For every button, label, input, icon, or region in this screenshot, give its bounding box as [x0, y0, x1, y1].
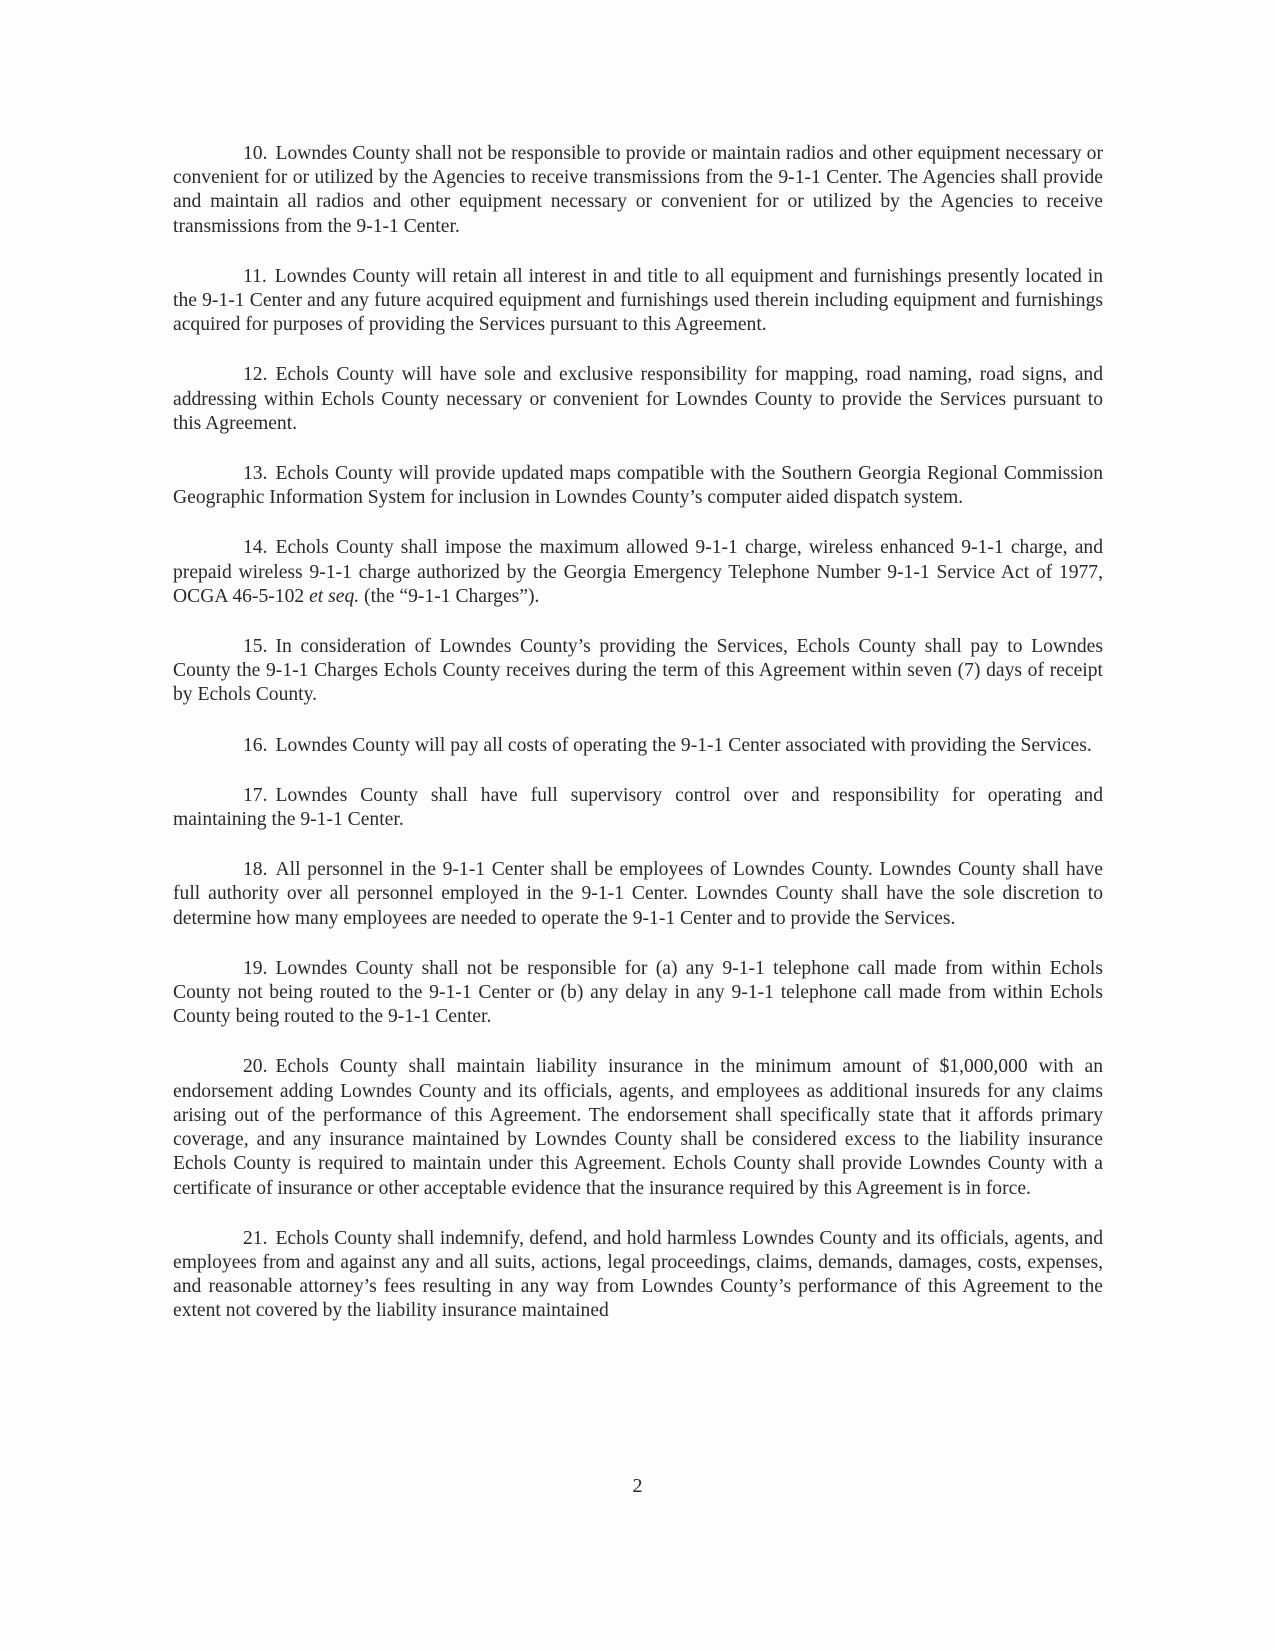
paragraph-14 [173, 536, 1103, 609]
paragraph-19 [173, 957, 1103, 1030]
paragraph-text: Echols County shall maintain liability insurance in the minimum amount of $1,000,000 with an endorsement adding Lowndes County and its officials, agents, and employees as additional insureds for any claims arising out of the performance of this Agreement. The endorsement shall specifically state that it affords primary coverage, and any insurance maintained by Lowndes County shall be considered excess to the liability insurance Echols County is required to maintain under this Agreement. Echols County shall provide Lowndes County with a certificate of insurance or other acceptable evidence that the insurance required by this Agreement is in force. [173, 1056, 1103, 1199]
paragraph-12 [173, 363, 1103, 436]
paragraph-text: Echols County shall indemnify, defend, and hold harmless Lowndes County and its officials, agents, and employees from and against any and all suits, actions, legal proceedings, claims, demands, damages, costs, expenses, and reasonable attorney’s fees resulting in any way from Lowndes County’s performance of this Agreement to the extent not covered by the liability insurance maintained [173, 1227, 1103, 1322]
paragraph-text: Echols County will have sole and exclusive responsibility for mapping, road naming, road signs, and addressing within Echols County necessary or convenient for Lowndes County to provide the Services pursuant to this Agreement. [173, 364, 1103, 434]
paragraph-text-before: Echols County shall impose the maximum allowed 9-1-1 charge, wireless enhanced 9-1-1 charge, and prepaid wireless 9-1-1 charge authorized by the Georgia Emergency Telephone Number 9-1-1 Service Act of 1977, OCGA 46-5-102 [173, 537, 1103, 607]
paragraph-18 [173, 858, 1103, 931]
paragraph-number: 15. [243, 636, 268, 658]
paragraph-number: 21. [243, 1227, 268, 1249]
paragraph-text: Echols County will provide updated maps compatible with the Southern Georgia Regional Commission Geographic Information System for inclusion in Lowndes County’s computer aided dispatch system. [173, 463, 1103, 509]
page-number: 2 [632, 1475, 643, 1497]
paragraph-number: 18. [243, 859, 268, 881]
paragraph-number: 20. [243, 1056, 268, 1078]
paragraph-text: Lowndes County shall have full supervisory control over and responsibility for operating and maintaining the 9-1-1 Center. [173, 784, 1103, 831]
paragraph-text-italic: et seq. [309, 585, 360, 607]
paragraph-number: 16. [243, 734, 268, 756]
paragraph-number: 19. [243, 957, 268, 979]
paragraph-15 [173, 635, 1103, 708]
paragraph-text: All personnel in the 9-1-1 Center shall be employees of Lowndes County. Lowndes County shall have full authority over all personnel employed in the 9-1-1 Center. Lowndes County shall have the sole discretion to determine how many employees are needed to operate the 9-1-1 Center and to provide the Services. [173, 859, 1103, 929]
paragraph-text: Lowndes County shall not be responsible for (a) any 9-1-1 telephone call made from within Echols County not being routed to the 9-1-1 Center or (b) any delay in any 9-1-1 telephone call made from within Echols County being routed to the 9-1-1 Center. [173, 957, 1103, 1028]
paragraph-text: Lowndes County shall not be responsible to provide or maintain radios and other equipment necessary or convenient for or utilized by the Agencies to receive transmissions from the 9-1-1 Center. The Agencies shall provide and maintain all radios and other equipment necessary or convenient for or utilized by the Agencies to receive transmissions from the 9-1-1 Center. [173, 143, 1103, 237]
paragraph-text: Lowndes County will pay all costs of operating the 9-1-1 Center associated with providing the Services. [275, 734, 1092, 756]
paragraph-number: 13. [243, 463, 268, 485]
paragraph-number: 11. [243, 265, 267, 287]
paragraph-number: 10. [243, 143, 268, 164]
paragraph-11 [173, 265, 1103, 338]
paragraph-text-after: (the “9-1-1 Charges”). [364, 585, 540, 607]
paragraph-20 [173, 1055, 1103, 1200]
paragraph-16 [173, 734, 1103, 758]
paragraph-17 [173, 784, 1103, 832]
paragraph-number: 14. [243, 537, 268, 559]
paragraph-10 [173, 142, 1103, 239]
paragraph-13 [173, 462, 1103, 510]
paragraph-number: 12. [243, 364, 268, 386]
paragraph-21 [173, 1227, 1103, 1324]
document-body [173, 142, 1103, 1350]
paragraph-text: Lowndes County will retain all interest in and title to all equipment and furnishings presently located in the 9-1-1 Center and any future acquired equipment and furnishings used therein including equipment and furnishings acquired for purposes of providing the Services pursuant to this Agreement. [173, 265, 1103, 336]
paragraph-number: 17. [243, 784, 268, 806]
paragraph-text: In consideration of Lowndes County’s providing the Services, Echols County shall pay to Lowndes County the 9-1-1 Charges Echols County receives during the term of this Agreement within seven (7) days of receipt by Echols County. [173, 636, 1103, 706]
